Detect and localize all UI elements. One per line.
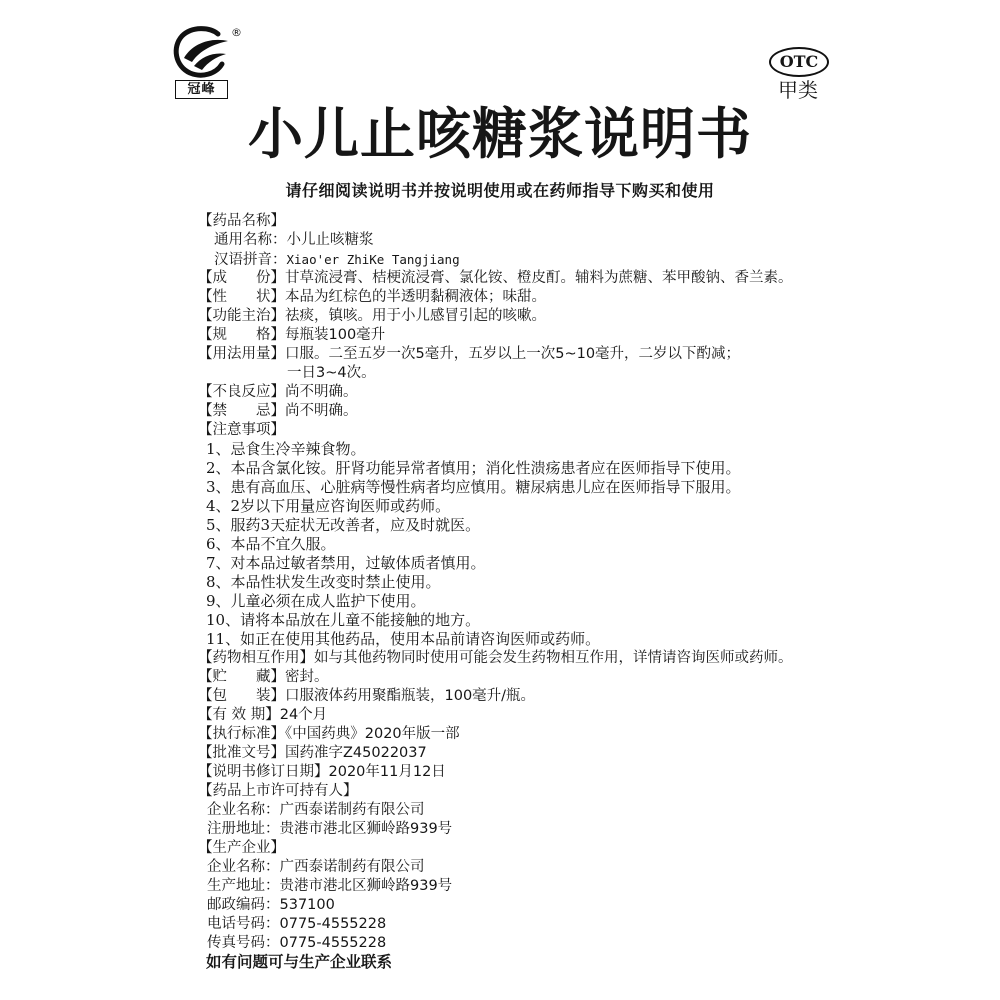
logo-emblem-icon xyxy=(170,24,234,80)
ingredients-row xyxy=(198,269,988,288)
description-row xyxy=(198,288,988,307)
document-subtitle: 请仔细阅读说明书并按说明使用或在药师指导下购买和使用 xyxy=(285,181,715,200)
adverse-reactions-heading: 【不良反应】 xyxy=(198,384,285,400)
indications-row xyxy=(198,307,988,326)
ingredients-heading: 【成 份】 xyxy=(198,270,285,286)
manufacturer-fax: 0775-4555228 xyxy=(279,935,387,951)
mah-heading: 【药品上市许可持有人】 xyxy=(198,783,358,799)
precaution-item: 1、忌食生冷辛辣食物。 xyxy=(206,440,366,458)
description-text: 本品为红棕色的半透明黏稠液体；味甜。 xyxy=(285,289,546,305)
manufacturer-address-label: 生产地址： xyxy=(207,878,280,894)
package-text: 口服液体药用聚酯瓶装，100毫升/瓶。 xyxy=(285,688,536,704)
storage-heading: 【贮 藏】 xyxy=(198,669,285,685)
manufacturer-heading: 【生产企业】 xyxy=(198,840,285,856)
dosage-row xyxy=(198,345,988,364)
contraindications-heading: 【禁 忌】 xyxy=(198,403,285,419)
precaution-item: 11、如正在使用其他药品，使用本品前请咨询医师或药师。 xyxy=(206,630,601,648)
standard-heading: 【执行标准】 xyxy=(198,726,285,742)
manufacturer-fax-label: 传真号码： xyxy=(207,935,280,951)
package-row xyxy=(198,687,988,706)
storage-row xyxy=(198,668,988,687)
shelf-life-heading: 【有 效 期】 xyxy=(198,707,280,723)
otc-category: 甲类 xyxy=(778,78,818,102)
otc-badge: OTC xyxy=(769,47,829,77)
interactions-row xyxy=(198,649,988,668)
standard-text: 《中国药典》2020年版一部 xyxy=(285,726,460,742)
adverse-reactions-text: 尚不明确。 xyxy=(285,384,358,400)
dosage-heading: 【用法用量】 xyxy=(198,346,285,362)
mah-address: 贵港市港北区狮岭路939号 xyxy=(279,821,453,837)
contraindications-text: 尚不明确。 xyxy=(285,403,358,419)
precaution-item: 7、对本品过敏者禁用，过敏体质者慎用。 xyxy=(206,554,486,572)
manufacturer-phone: 0775-4555228 xyxy=(279,916,387,932)
indications-heading: 【功能主治】 xyxy=(198,308,285,324)
interactions-heading: 【药物相互作用】 xyxy=(198,650,314,666)
precaution-item: 5、服药3天症状无改善者，应及时就医。 xyxy=(206,516,481,534)
dosage-text: 口服。二至五岁一次5毫升，五岁以上一次5~10毫升，二岁以下酌减； xyxy=(285,346,741,362)
specification-heading: 【规 格】 xyxy=(198,327,285,343)
approval-text: 国药准字Z45022037 xyxy=(285,745,427,761)
shelf-life-text: 24个月 xyxy=(279,707,328,723)
description-heading: 【性 状】 xyxy=(198,289,285,305)
approval-heading: 【批准文号】 xyxy=(198,745,285,761)
indications-text: 祛痰，镇咳。用于小儿感冒引起的咳嗽。 xyxy=(285,308,546,324)
mah-name: 广西泰诺制药有限公司 xyxy=(279,802,425,818)
precaution-item: 6、本品不宜久服。 xyxy=(206,535,336,553)
manufacturer-fax-row xyxy=(198,934,988,953)
mah-address-row xyxy=(198,820,988,839)
precaution-item: 2、本品含氯化铵。肝肾功能异常者慎用；消化性溃疡患者应在医师指导下使用。 xyxy=(206,459,741,477)
revision-date-row xyxy=(198,763,988,782)
standard-row xyxy=(198,725,988,744)
specification-text: 每瓶装100毫升 xyxy=(285,327,386,343)
precautions-heading: 【注意事项】 xyxy=(198,422,285,438)
manufacturer-phone-label: 电话号码： xyxy=(207,916,280,932)
precaution-item: 3、患有高血压、心脏病等慢性病者均应慎用。糖尿病患儿应在医师指导下服用。 xyxy=(206,478,741,496)
mah-address-label: 注册地址： xyxy=(207,821,280,837)
mah-name-row xyxy=(198,801,988,820)
manufacturer-postcode: 537100 xyxy=(279,897,335,913)
generic-name-label: 通用名称： xyxy=(214,232,287,248)
generic-name-row xyxy=(198,231,988,250)
precaution-item: 10、请将本品放在儿童不能接触的地方。 xyxy=(206,611,481,629)
shelf-life-row xyxy=(198,706,988,725)
pinyin-row xyxy=(198,250,988,269)
insert-body xyxy=(198,212,988,972)
manufacturer-name-label: 企业名称： xyxy=(207,859,280,875)
mah-name-label: 企业名称： xyxy=(207,802,280,818)
drug-name-heading: 【药品名称】 xyxy=(198,213,285,229)
precaution-item: 9、儿童必须在成人监护下使用。 xyxy=(206,592,426,610)
adverse-reactions-row xyxy=(198,383,988,402)
precaution-item: 8、本品性状发生改变时禁止使用。 xyxy=(206,573,441,591)
registered-mark: ® xyxy=(231,26,242,39)
manufacturer-address: 贵港市港北区狮岭路939号 xyxy=(279,878,453,894)
contraindications-row xyxy=(198,402,988,421)
precaution-item: 4、2岁以下用量应咨询医师或药师。 xyxy=(206,497,451,515)
manufacturer-phone-row xyxy=(198,915,988,934)
ingredients-text: 甘草流浸膏、桔梗流浸膏、氯化铵、橙皮酊。辅料为蔗糖、苯甲酸钠、香兰素。 xyxy=(285,270,793,286)
pinyin-label: 汉语拼音： xyxy=(214,252,287,268)
pinyin-value: Xiao'er ZhiKe Tangjiang xyxy=(286,252,460,267)
brand-name: 冠峰 xyxy=(175,80,228,99)
dosage-continuation: 一日3~4次。 xyxy=(287,365,376,381)
revision-date-heading: 【说明书修订日期】 xyxy=(198,764,329,780)
manufacturer-postcode-row xyxy=(198,896,988,915)
contact-footer: 如有问题可与生产企业联系 xyxy=(206,953,393,971)
interactions-text: 如与其他药物同时使用可能会发生药物相互作用，详情请咨询医师或药师。 xyxy=(314,650,793,666)
document-title: 小儿止咳糖浆说明书 xyxy=(247,102,752,166)
manufacturer-name-row xyxy=(198,858,988,877)
storage-text: 密封。 xyxy=(285,669,329,685)
approval-row xyxy=(198,744,988,763)
generic-name-value: 小儿止咳糖浆 xyxy=(286,232,374,248)
specification-row xyxy=(198,326,988,345)
manufacturer-name: 广西泰诺制药有限公司 xyxy=(279,859,425,875)
manufacturer-address-row xyxy=(198,877,988,896)
revision-date-text: 2020年11月12日 xyxy=(328,764,446,780)
package-heading: 【包 装】 xyxy=(198,688,285,704)
manufacturer-postcode-label: 邮政编码： xyxy=(207,897,280,913)
